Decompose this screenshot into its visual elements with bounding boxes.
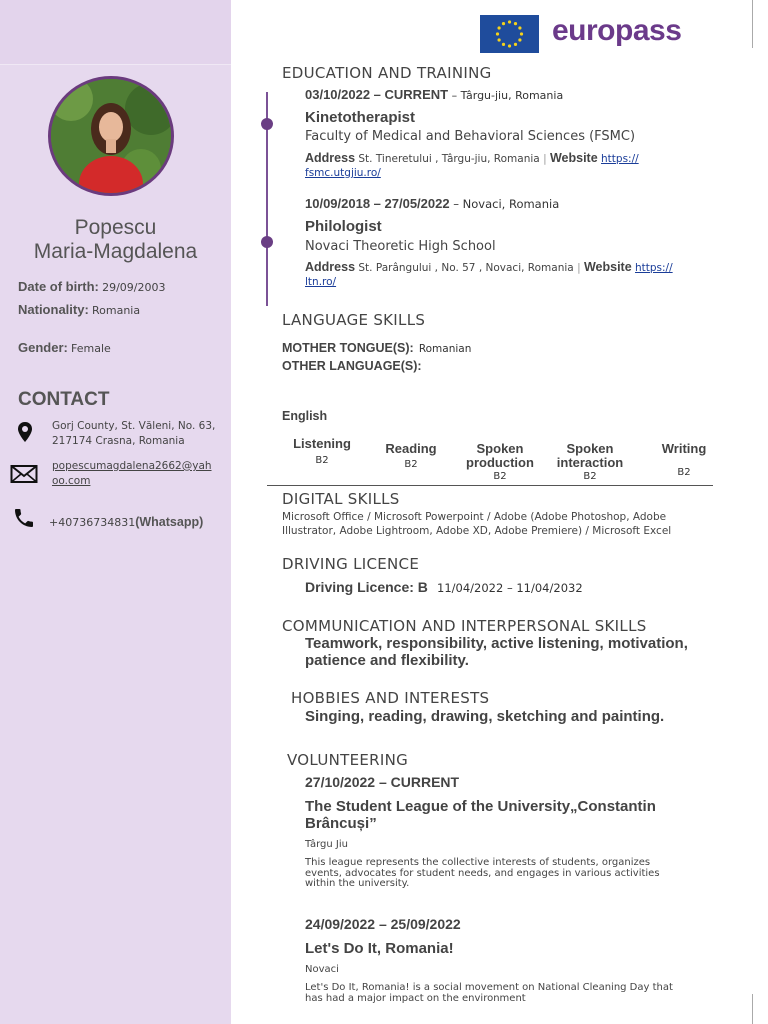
gender-value: Female	[71, 342, 111, 355]
digital-skills-line-1: Microsoft Office / Microsoft Powerpoint / Adobe (Adobe Photoshop, Adobe	[282, 511, 667, 523]
address-label: Address	[305, 151, 356, 165]
lang-col-spoken-production	[456, 442, 544, 470]
europass-logo: europass	[552, 14, 682, 47]
lang-col-spoken-interaction	[546, 442, 634, 470]
education-item-1-website-link[interactable]: https://	[601, 153, 639, 165]
lang-col-head: Writing	[661, 441, 707, 456]
digital-skills-title: DIGITAL SKILLS	[282, 490, 400, 508]
lang-level: B2	[404, 459, 418, 470]
lang-level: B2	[677, 467, 691, 478]
separator: |	[577, 262, 581, 274]
phone-row	[49, 515, 203, 530]
address-label: Address	[305, 260, 356, 274]
timeline-dot	[261, 118, 273, 130]
lang-col-head-2: production	[466, 455, 534, 470]
lang-level: B2	[583, 471, 597, 482]
contact-title: CONTACT	[18, 389, 110, 410]
envelope-icon	[10, 462, 38, 486]
education-item-2-location: – Novaci, Romania	[449, 197, 560, 211]
desc-line: has had a major impact on the environment	[305, 992, 526, 1004]
mother-tongue-label: MOTHER TONGUE(S):	[282, 341, 414, 355]
education-item-2-details	[305, 260, 705, 289]
education-title: EDUCATION AND TRAINING	[282, 64, 492, 82]
email-line-1[interactable]: popescumagdalena2662@yah	[52, 460, 212, 472]
profile-photo	[48, 76, 174, 196]
communication-line-1: Teamwork, responsibility, active listening, motivation,	[305, 635, 688, 652]
main-content	[232, 0, 768, 1024]
lang-col-head: Reading	[385, 441, 437, 456]
desc-line: within the university.	[305, 878, 410, 889]
driving-licence-label: Driving Licence: B	[305, 579, 428, 595]
education-item-1-role: Kinetotherapist	[305, 109, 416, 126]
mother-tongue-row	[282, 337, 471, 356]
communication-line-2: patience and ﬂexibility.	[305, 652, 469, 669]
volunteering-item-1-org	[305, 798, 656, 832]
nationality-row	[18, 302, 140, 317]
phone-note: (Whatsapp)	[135, 515, 204, 529]
nationality-label: Nationality:	[18, 302, 89, 317]
education-item-1-date-row	[305, 87, 563, 102]
volunteering-item-2-org: Let's Do It, Romania!	[305, 940, 454, 957]
lang-col-listening	[282, 437, 362, 451]
volunteering-item-2-desc	[305, 983, 673, 1004]
education-item-2-dates: 10/09/2018 – 27/05/2022	[305, 196, 450, 211]
phone-number[interactable]: +40736734831	[49, 516, 136, 529]
volunteering-item-1-org-line-1: The Student League of the University„Constantin	[305, 798, 656, 815]
education-item-1-dates: 03/10/2022 – CURRENT	[305, 87, 449, 102]
education-item-2-date-row	[305, 196, 559, 211]
driving-licence-title: DRIVING LICENCE	[282, 555, 420, 573]
gender-label: Gender:	[18, 340, 68, 355]
location-pin-icon	[13, 420, 37, 444]
email-line-2[interactable]: oo.com	[52, 475, 91, 487]
education-item-1-address: St. Tineretului , Târgu-jiu, Romania	[358, 153, 540, 165]
desc-line: Let's Do It, Romania! is a social movement on National Cleaning Day that	[305, 982, 673, 993]
website-label: Website	[549, 151, 598, 165]
communication-text	[305, 635, 688, 669]
separator: |	[543, 153, 547, 165]
mother-tongue-value: Romanian	[418, 343, 472, 355]
driving-licence-dates: 11/04/2022 – 11/04/2032	[437, 581, 583, 595]
other-languages-label: OTHER LANGUAGE(S):	[282, 359, 422, 373]
volunteering-item-1-place: Târgu Jiu	[305, 839, 348, 850]
nationality-value: Romania	[91, 304, 141, 317]
sidebar-top-band	[0, 0, 231, 65]
lang-level: B2	[493, 471, 507, 482]
language-skills-title: LANGUAGE SKILLS	[282, 311, 426, 329]
volunteering-item-1-dates: 27/10/2022 – CURRENT	[305, 774, 460, 790]
education-item-2-address: St. Parângului , No. 57 , Novaci, Romania	[358, 262, 574, 274]
education-item-2-org: Novaci Theoretic High School	[305, 239, 496, 254]
education-item-2-website-link[interactable]: https://	[635, 262, 673, 274]
profile-surname: Popescu	[74, 216, 157, 239]
eu-flag-icon	[480, 15, 539, 53]
address-line-2: 217174 Crasna, Romania	[52, 435, 185, 447]
address-line-1: Gorj County, St. Văleni, No. 63,	[52, 420, 216, 432]
lang-col-reading	[371, 442, 451, 456]
education-item-1-location: – Târgu-jiu, Romania	[448, 89, 564, 102]
education-item-1-org: Faculty of Medical and Behavioral Sciences (FSMC)	[305, 129, 636, 144]
hobbies-title: HOBBIES AND INTERESTS	[291, 689, 490, 707]
education-item-1-details	[305, 151, 705, 180]
sidebar	[0, 0, 231, 1024]
digital-skills-line-2: Illustrator, Adobe Lightroom, Adobe XD, Adobe Premiere) / Microsoft Excel	[282, 525, 672, 537]
volunteering-title: VOLUNTEERING	[287, 751, 409, 769]
phone-icon	[12, 506, 36, 530]
education-item-2-website-link-cont[interactable]: ltn.ro/	[305, 276, 337, 288]
dob-label: Date of birth:	[18, 279, 99, 294]
hobbies-text: Singing, reading, drawing, sketching and painting.	[305, 708, 665, 725]
lang-col-writing	[644, 442, 724, 456]
lang-col-head: Spoken	[476, 441, 524, 456]
gender-row	[18, 340, 111, 355]
address	[52, 419, 215, 449]
volunteering-item-1-desc	[305, 858, 660, 890]
volunteering-item-2-place: Novaci	[305, 964, 339, 975]
driving-licence-row	[305, 577, 583, 596]
lang-level: B2	[315, 455, 329, 466]
lang-col-head: Listening	[293, 436, 351, 451]
language-name: English	[282, 409, 328, 423]
lang-col-head-2: interaction	[556, 455, 624, 470]
digital-skills-list	[282, 510, 671, 538]
volunteering-item-2-dates: 24/09/2022 – 25/09/2022	[305, 916, 461, 932]
website-label: Website	[583, 260, 632, 274]
email-link[interactable]	[52, 459, 212, 489]
dob-value: 29/09/2003	[102, 281, 166, 294]
volunteering-item-1-org-line-2: Brâncuși”	[305, 815, 377, 832]
language-divider	[267, 485, 713, 486]
desc-line: This league represents the collective interests of students, organizes	[305, 857, 651, 868]
desc-line: events, advocates for student needs, and engages in various activities	[305, 867, 660, 879]
communication-title: COMMUNICATION AND INTERPERSONAL SKILLS	[282, 617, 647, 635]
dob-row	[18, 279, 165, 294]
lang-col-head: Spoken	[566, 441, 614, 456]
education-item-1-website-link-cont[interactable]: fsmc.utgjiu.ro/	[305, 167, 381, 179]
timeline-dot	[261, 236, 273, 248]
education-item-2-role: Philologist	[305, 218, 382, 235]
profile-given-names: Maria-Magdalena	[33, 240, 198, 263]
